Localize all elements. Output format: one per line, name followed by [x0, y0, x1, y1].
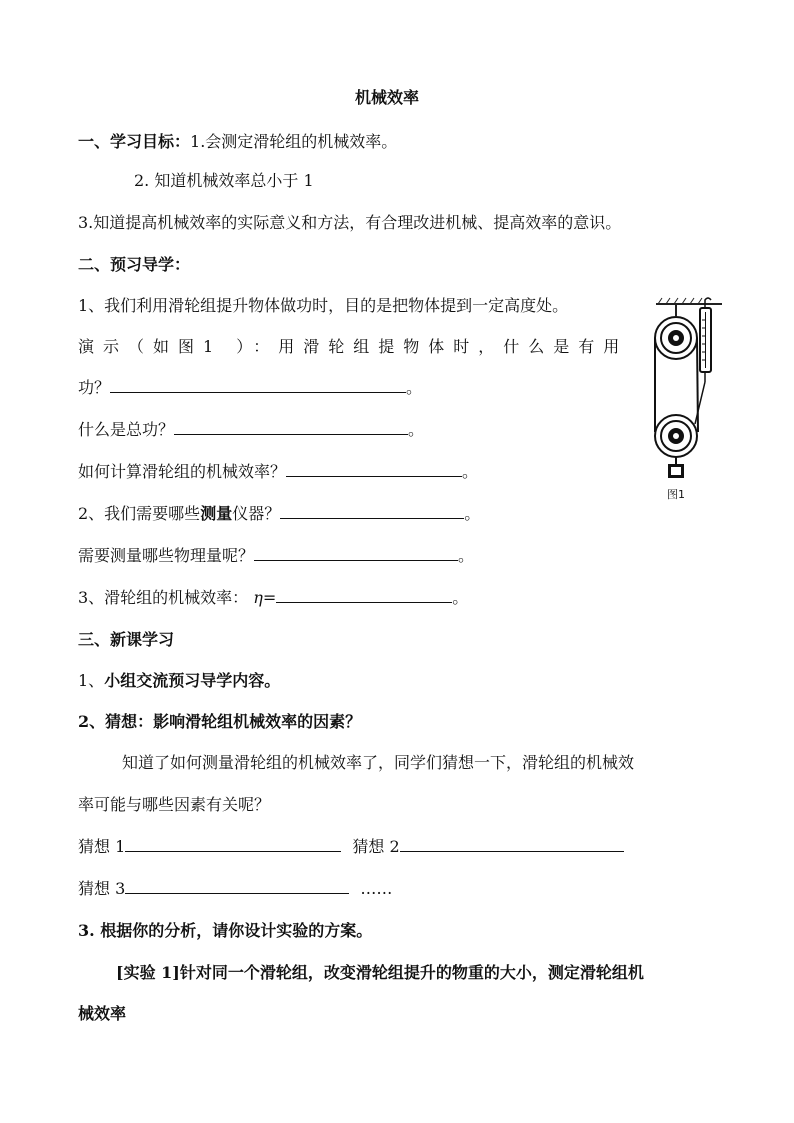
guess-paragraph-line-2: 率可能与哪些因素有关呢？: [78, 795, 271, 814]
question-1-intro: 1、我们利用滑轮组提升物体做功时，目的是把物体提到一定高度处。: [78, 296, 569, 315]
section-heading-1: 一、学习目标：: [78, 132, 191, 151]
quantities-prefix: 需要测量哪些物理量呢？: [78, 546, 255, 565]
instruments-blank[interactable]: [280, 503, 464, 519]
section-heading-3: 三、新课学习: [78, 630, 175, 649]
goal-2: 2. 知道机械效率总小于 1: [134, 171, 314, 190]
efficiency-calc-prefix: 如何计算滑轮组的机械效率？: [78, 462, 287, 481]
total-work-prefix: 什么是总功？: [78, 420, 175, 439]
item-2: 2、猜想：影响滑轮组机械效率的因素？: [78, 712, 362, 731]
item-3: 3. 根据你的分析，请你设计实验的方案。: [78, 921, 373, 940]
eta-symbol: η=: [253, 588, 277, 607]
section-heading-2: 二、预习导学：: [78, 255, 191, 274]
instruments-bold: 测量: [200, 504, 233, 523]
efficiency-calc-line: [78, 461, 478, 483]
guess-1-blank[interactable]: [125, 836, 341, 852]
item-1-number: 1、: [78, 671, 105, 690]
period: 。: [452, 588, 469, 607]
efficiency-formula-prefix: 3、滑轮组的机械效率：: [78, 588, 249, 607]
period: 。: [408, 420, 425, 439]
period: 。: [464, 504, 481, 523]
guess-2-blank[interactable]: [400, 836, 624, 852]
page-title: 机械效率: [355, 88, 420, 107]
efficiency-formula-blank[interactable]: [276, 587, 452, 603]
item-1-text: 小组交流预习导学内容。: [104, 671, 281, 690]
question-1-demo: 演示（如图1 ）：用滑轮组提物体时，什么是有用: [78, 337, 629, 356]
experiment-1-line-2: 械效率: [78, 1004, 127, 1023]
guess-paragraph-line-1: 知道了如何测量滑轮组的机械效率了，同学们猜想一下，滑轮组的机械效: [122, 753, 635, 772]
guess-row-1: [78, 836, 624, 858]
guess-3-label: 猜想 3: [78, 879, 126, 898]
total-work-blank[interactable]: [174, 419, 408, 435]
experiment-1-line-1: [实验 1]针对同一个滑轮组，改变滑轮组提升的物重的大小，测定滑轮组机: [116, 963, 644, 982]
guess-1-label: 猜想 1: [78, 837, 126, 856]
instruments-prefix: 2、我们需要哪些: [78, 504, 201, 523]
learning-goals-heading-line: [78, 131, 397, 153]
period: 。: [462, 462, 479, 481]
total-work-line: [78, 419, 424, 441]
quantities-blank[interactable]: [254, 545, 458, 561]
guess-2-label: 猜想 2: [352, 837, 400, 856]
item-1-line: [78, 670, 280, 692]
useful-work-blank[interactable]: [110, 377, 406, 393]
period: 。: [406, 378, 423, 397]
guess-3-blank[interactable]: [125, 878, 349, 894]
instruments-line: [78, 503, 480, 525]
useful-work-prefix: 功？: [78, 378, 111, 397]
guess-row-2: [78, 878, 392, 900]
efficiency-calc-blank[interactable]: [286, 461, 462, 477]
ellipsis: ……: [360, 879, 393, 898]
period: 。: [458, 546, 475, 565]
useful-work-line: [78, 377, 422, 399]
figure-caption: 图1: [667, 488, 685, 501]
quantities-line: [78, 545, 474, 567]
efficiency-formula-line: [78, 587, 468, 609]
goal-1: 1.会测定滑轮组的机械效率。: [190, 132, 398, 151]
goal-3: 3.知道提高机械效率的实际意义和方法，有合理改进机械、提高效率的意识。: [78, 213, 622, 232]
pulley-figure: [648, 296, 726, 502]
instruments-suffix: 仪器？: [232, 504, 281, 523]
